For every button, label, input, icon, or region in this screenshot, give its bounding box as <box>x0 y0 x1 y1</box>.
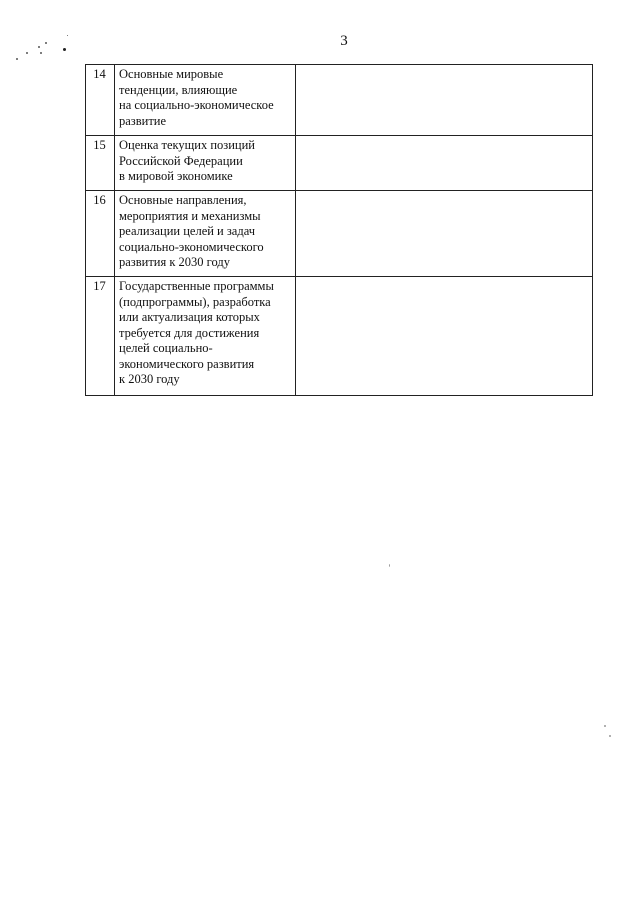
row-title: Оценка текущих позиций Российской Федерации в мировой экономике <box>115 136 296 191</box>
row-title: Основные направления, мероприятия и механизмы реализации целей и задач социально-экономического развития к 2030 году <box>115 191 296 277</box>
row-value <box>296 277 593 396</box>
row-value <box>296 136 593 191</box>
section-table <box>85 64 593 396</box>
scan-speck <box>389 564 390 567</box>
row-value <box>296 65 593 136</box>
scan-speck <box>67 35 68 36</box>
table-row <box>86 191 593 277</box>
table-row <box>86 65 593 136</box>
scan-speck <box>63 48 66 51</box>
row-title: Государственные программы (подпрограммы), разработка или актуализация которых требуется для достижения целей социально- экономического развития к 2030 году <box>115 277 296 396</box>
scan-speck <box>609 735 611 737</box>
table-row <box>86 277 593 396</box>
scan-speck <box>16 58 18 60</box>
row-value <box>296 191 593 277</box>
scan-speck <box>604 725 606 727</box>
page-number: 3 <box>340 33 348 49</box>
scan-speck <box>38 46 40 48</box>
row-title: Основные мировые тенденции, влияющие на социально-экономическое развитие <box>115 65 296 136</box>
scan-speck <box>26 52 28 54</box>
scan-speck <box>40 52 42 54</box>
row-number: 15 <box>86 136 115 191</box>
table-row <box>86 136 593 191</box>
row-number: 17 <box>86 277 115 396</box>
scan-speck <box>45 42 47 44</box>
row-number: 14 <box>86 65 115 136</box>
row-number: 16 <box>86 191 115 277</box>
